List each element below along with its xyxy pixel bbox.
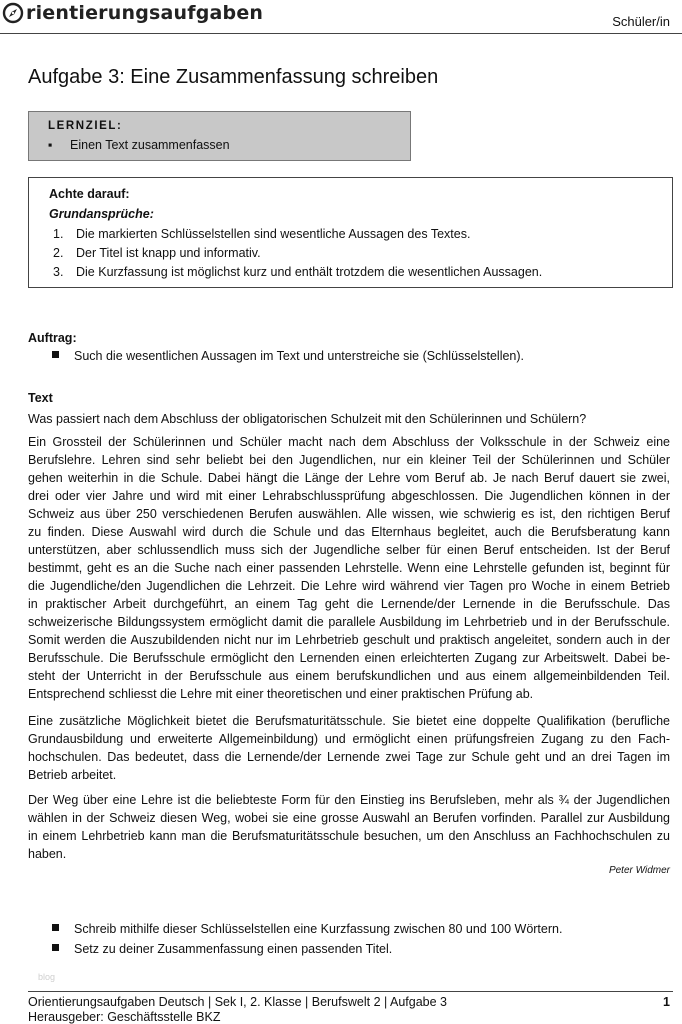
audience-label: Schüler/in (612, 14, 670, 29)
page-number: 1 (663, 995, 670, 1009)
task-item (52, 942, 392, 956)
square-bullet-icon (52, 924, 59, 931)
learning-goal-heading: LERNZIEL: (48, 120, 123, 132)
assignment-item (52, 349, 524, 363)
criteria-heading: Achte darauf: (49, 187, 130, 201)
criteria-number: 2. (53, 246, 64, 260)
footer-series: Orientierungsaufgaben Deutsch | Sek I, 2. Klasse | Berufswelt 2 | Aufgabe 3 (28, 995, 448, 1009)
text-line: die Jugendliche/den Jugendlichen die Lehrzeit. Die Lehre wird während vier Tagen pro Woche in einem Betrieb (28, 579, 670, 593)
text-question: Was passiert nach dem Abschluss der obligatorischen Schulzeit mit den Schülerinnen und Schülern? (28, 412, 587, 426)
square-bullet-icon (52, 351, 59, 358)
text-line: zu finden. Diese Auswahl wird durch die Schule und das Elternhaus begleitet, auch die Berufsberatung kann (28, 525, 670, 539)
text-line: in praktischer Arbeit durchgeführt, an einem Tag geht die Lernende/der Lernende in die Berufsschule. Das (28, 597, 670, 611)
text-line: Grundausbildung und erweiterte Allgemeinbildung) und ermöglicht einen prüfungsfreien Zugang zu den Fach- (28, 732, 670, 746)
text-line: Entsprechend schliesst die Lehre mit einer theoretischen und einer praktischen Prüfung ab. (28, 687, 534, 701)
criteria-box (28, 177, 673, 288)
header-divider (0, 33, 682, 34)
task-text: Setz zu deiner Zusammenfassung einen passenden Titel. (74, 942, 393, 956)
footer-publisher: Herausgeber: Geschäftsstelle BKZ (28, 1010, 221, 1024)
text-line: Ein Grossteil der Schülerinnen und Schüler macht nach dem Abschluss der Volksschule in der Schweiz eine (28, 435, 670, 449)
page-header (0, 0, 682, 30)
text-line: in einem Lehrbetrieb kann man die Berufsmaturitätsschule besuchen, um den Anschluss an Fachhochschulen zu (28, 829, 670, 843)
text-line: schweizerische Bildungssystem ermöglicht damit die parallele Ausbildung im Lehrbetrieb und in der Berufsschule. (28, 615, 670, 629)
text-heading: Text (28, 391, 53, 405)
watermark: blog (38, 972, 56, 982)
text-line: gehen weiterhin in die Schule. Dabei hängt die Länge der Lehre vom Beruf ab. Je nach Beruf dauert sie zwei, (28, 471, 670, 485)
logo-text: rientierungsaufgaben (26, 2, 264, 24)
criteria-text: Der Titel ist knapp und informativ. (76, 246, 261, 260)
text-line: unterstützen, aber schlussendlich muss sich der Jugendliche selber für einen Beruf entscheiden. Ist der Beruf (28, 543, 670, 557)
text-paragraph-2 (28, 712, 670, 784)
assignment-heading: Auftrag: (28, 331, 77, 345)
text-line: Betrieb arbeitet. (28, 768, 117, 782)
text-line: Der Weg über eine Lehre ist die beliebteste Form für den Einstieg ins Berufsleben, mehr als ¾ der Jugendlichen (28, 793, 670, 807)
criteria-subheading: Grundansprüche: (49, 207, 154, 221)
learning-goal-text: Einen Text zusammenfassen (70, 138, 230, 152)
text-line: Berufsschule. Die Berufsschule ermöglicht den Lernenden einen erleichterten Zugang zur Arbeitswelt. Dabei be- (28, 651, 670, 665)
text-line: wählen in der Schweiz diesen Weg, wobei sie eine grosse Auswahl an Berufen vorfinden. Parallel zur Ausbildung (28, 811, 670, 825)
text-line: bestimmt, geht es an die Suche nach einer passenden Lehrstelle. Wenn eine Lehrstelle gefunden ist, beginnt für (28, 561, 670, 575)
text-line: Somit werden die Auszubildenden nicht nur im Lehrbetrieb geschult und praktisch angeleitet, sondern auch in der (28, 633, 670, 647)
logo (2, 2, 263, 24)
bullet-icon: ▪ (48, 138, 53, 152)
task-item (52, 922, 562, 936)
text-line: haben. (28, 847, 67, 861)
learning-goal-item (48, 138, 230, 152)
compass-icon (2, 2, 24, 24)
author-name: Peter Widmer (608, 865, 670, 876)
text-line: Schweiz aus über 250 verschiedenen Berufen auswählen. Alle wissen, wie schwierig es ist, den richtigen Beruf (28, 507, 670, 521)
page-title: Aufgabe 3: Eine Zusammenfassung schreiben (28, 66, 439, 88)
text-line: Berufslehre. Lehren sind sehr beliebt bei den Jugendlichen, nur ein kleiner Teil der Schülerinnen und Schüler (28, 453, 670, 467)
text-line: Eine zusätzliche Möglichkeit bietet die Berufsmaturitätsschule. Sie bietet eine doppelte Qualifikation (berufliche (28, 714, 670, 728)
text-line: hochschulen. Das bedeutet, dass die Lernende/der Lernende zwei Tage zur Schule geht und an drei Tagen im (28, 750, 670, 764)
text-paragraph-3 (28, 791, 670, 863)
text-line: steht der Unterricht in der Berufsschule aus einem berufskundlichen und aus einem allgemeinbildenden Teil. (28, 669, 670, 683)
criteria-item (49, 225, 542, 244)
square-bullet-icon (52, 944, 59, 951)
learning-goal-box (28, 111, 411, 161)
text-paragraph-1 (28, 433, 670, 703)
criteria-number: 3. (53, 265, 64, 279)
criteria-item (49, 263, 542, 282)
criteria-list (49, 225, 542, 282)
criteria-text: Die Kurzfassung ist möglichst kurz und enthält trotzdem die wesentlichen Aussagen. (76, 265, 543, 279)
footer-divider (28, 991, 673, 992)
criteria-number: 1. (53, 227, 64, 241)
text-line: drei oder vier Jahre und wird mit einer Lehrabschlussprüfung abgeschlossen. Die Jugendlichen können in der (28, 489, 670, 503)
criteria-item (49, 244, 542, 263)
criteria-text: Die markierten Schlüsselstellen sind wesentliche Aussagen des Textes. (76, 227, 471, 241)
assignment-text: Such die wesentlichen Aussagen im Text und unterstreiche sie (Schlüsselstellen). (74, 349, 525, 363)
task-text: Schreib mithilfe dieser Schlüsselstellen eine Kurzfassung zwischen 80 und 100 Wörtern. (74, 922, 563, 936)
